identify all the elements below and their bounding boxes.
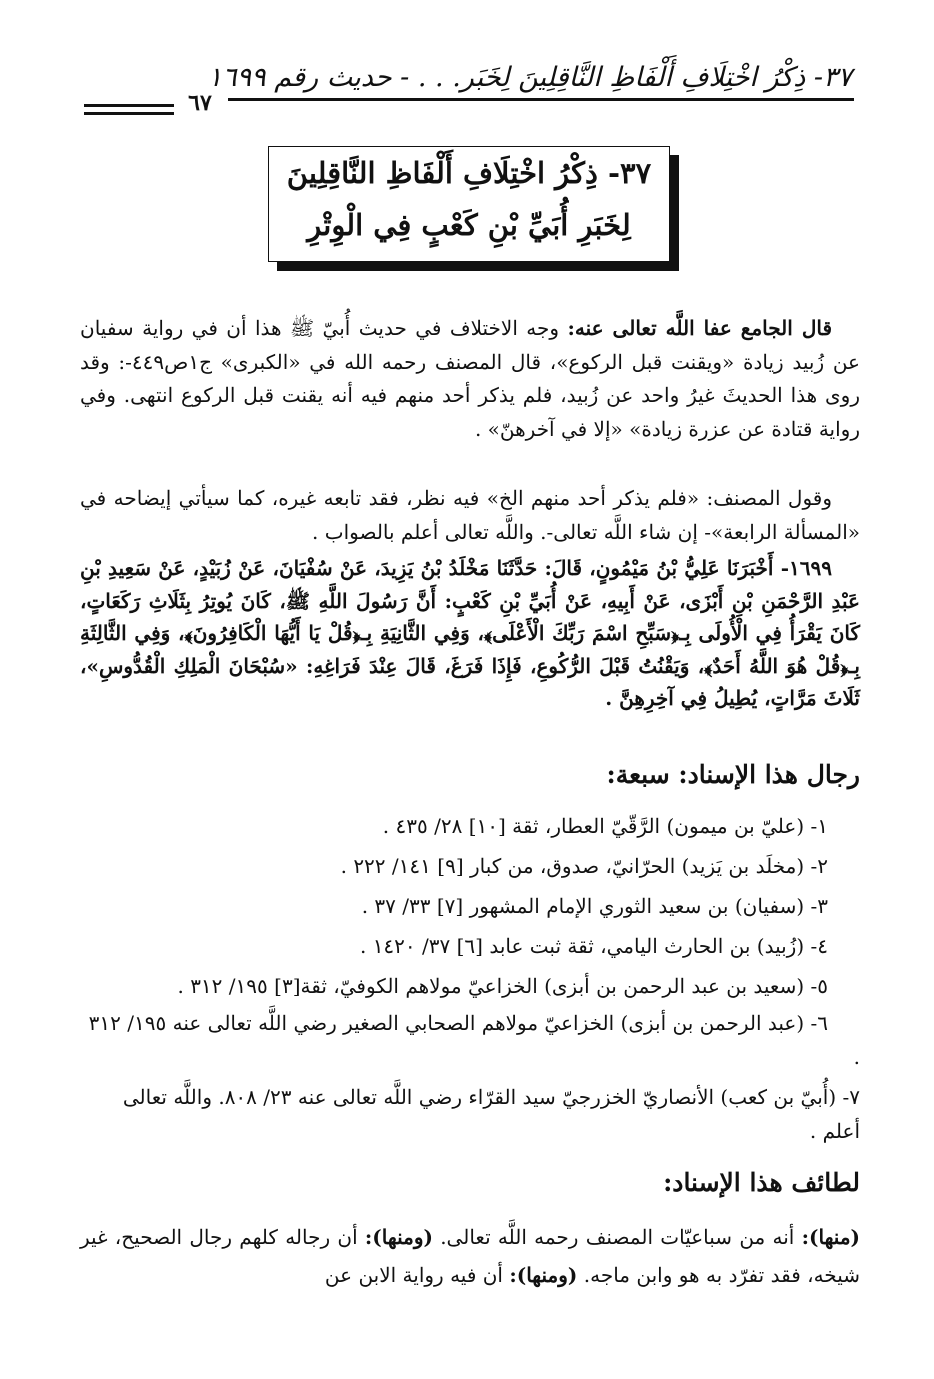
narrator-item: ٢- (مخلَد بن يَزيد) الحرّانيّ، صدوق، من كبار [٩] ١٤١/ ٢٢٢ .	[340, 854, 828, 878]
running-head: ٣٧- ذِكْرُ اخْتِلَافِ أَلْفَاظِ النَّاقِلِينَ لِخَبَر. . . - حديث رقم ١٦٩٩	[207, 62, 852, 93]
hadith-text: ١٦٩٩- أَخْبَرَنَا عَلِيُّ بْنُ مَيْمُونٍ، قَالَ: حَدَّثَنَا مَخْلَدُ بْنُ يَزِيدَ، عَنْ سُفْيَانَ، عَنْ زُبَيْدٍ، عَنْ سَعِيدِ بْنِ عَبْدِ الرَّحْمَنِ بْنِ أَبْزَى، عَنْ أَبِيهِ، عَنْ أُبَيِّ بْنِ كَعْبٍ: أَنَّ رَسُولَ اللَّهِ ﷺ، كَانَ يُوتِرُ بِثَلَاثِ رَكَعَاتٍ، كَانَ يَقْرَأُ فِي الْأُولَى بِـ﴿سَبِّحِ اسْمَ رَبِّكَ الْأَعْلَى﴾، وَفِي الثَّانِيَةِ بِـ﴿قُلْ يَا أَيُّهَا الْكَافِرُونَ﴾، وَفِي الثَّالِثَةِ بِـ﴿قُلْ هُوَ اللَّهُ أَحَدٌ﴾، وَيَقْنُتُ قَبْلَ الرُّكُوعِ، فَإِذَا فَرَغَ، قَالَ عِنْدَ فَرَاغِهِ: «سُبْحَانَ الْمَلِكِ الْقُدُّوسِ»، ثَلَاثَ مَرَّاتٍ، يُطِيلُ فِي آخِرِهِنَّ .	[80, 556, 860, 710]
lataif-text-1: أنه من سباعيّات المصنف رحمه اللَّه تعالى.	[440, 1225, 795, 1249]
narrator-item: ٧- (أُبيّ بن كعب) الأنصاريّ الخزرجيّ سيد القرّاء رضي اللَّه تعالى عنه ٢٣/ ٨٠٨. واللَّه تعالى أعلم .	[122, 1085, 860, 1143]
header-rule-left-lower	[84, 112, 174, 115]
lataif-text-3: أن فيه رواية الابن عن	[324, 1263, 503, 1287]
header-rule	[228, 98, 854, 101]
lataif-paragraph	[80, 1218, 860, 1294]
lataif-key-1: (منها):	[801, 1225, 860, 1249]
lataif-key-3: (ومنها):	[509, 1263, 578, 1287]
lataif-key-2: (ومنها):	[364, 1225, 433, 1249]
narrator-item: ٤- (زُبيد) بن الحارث اليامي، ثقة ثبت عابد [٦] ٣٧/ ١٤٢٠ .	[359, 934, 828, 958]
chapter-title-line-1: ٣٧- ذِكْرُ اخْتِلَافِ أَلْفَاظِ النَّاقِلِينَ	[286, 156, 652, 190]
narrators-list	[80, 806, 860, 1148]
intro-text: وجه الاختلاف في حديث أُبيّ ﷺ هذا أن في رواية سفيان عن زُبيد زيادة «ويقنت قبل الركوع»، قال المصنف رحمه الله في «الكبرى» ج١ص٤٤٩-: وقد روى هذا الحديثَ غيرُ واحد عن زُبيد، فلم يذكر أحد منهم فيه أنه يقنت قبل الركوع انتهى. وفي رواية قتادة عن عزرة زيادة» «إلا في آخرهنّ» .	[80, 316, 860, 441]
lataif-heading: لطائف هذا الإسناد:	[663, 1168, 860, 1197]
comment-text: وقول المصنف: «فلم يذكر أحد منهم الخ» فيه نظر، فقد تابعه غيره، كما سيأتي إيضاحه في «المسألة الرابعة»- إن شاء اللَّه تعالى-. واللَّه تعالى أعلم بالصواب .	[80, 486, 860, 544]
page-number: ٦٧	[188, 90, 212, 116]
intro-paragraph	[80, 312, 860, 446]
narrator-item: ٣- (سفيان) بن سعيد الثوري الإمام المشهور [٧] ٣٣/ ٣٧ .	[361, 894, 828, 918]
narrator-item: ١- (عليّ بن ميمون) الرَّقّيّ العطار، ثقة [١٠] ٢٨/ ٤٣٥ .	[382, 814, 828, 838]
narrator-item: ٦- (عبد الرحمن بن أبزى) الخزاعيّ مولاهم الصحابي الصغير رضي اللَّه تعالى عنه ١٩٥/ ٣١٢ .	[88, 1011, 860, 1069]
chapter-title-line-2: لِخَبَرِ أُبَيِّ بْنِ كَعْبٍ فِي الْوِتْرِ	[307, 208, 631, 242]
chapter-title-box	[268, 146, 670, 262]
intro-lead: قال الجامع عفا اللَّه تعالى عنه:	[567, 316, 833, 340]
rijal-heading: رجال هذا الإسناد: سبعة:	[606, 760, 860, 789]
lataif-text-2: أن رجاله كلهم رجال الصحيح، غير شيخه، فقد تفرّد به هو وابن ماجه.	[80, 1225, 860, 1287]
comment-paragraph	[80, 482, 860, 549]
header-rule-left-upper	[84, 104, 174, 107]
hadith-paragraph	[80, 552, 860, 715]
narrator-item: ٥- (سعيد بن عبد الرحمن بن أبزى) الخزاعيّ مولاهم الكوفيّ، ثقة[٣] ١٩٥/ ٣١٢ .	[177, 974, 828, 998]
